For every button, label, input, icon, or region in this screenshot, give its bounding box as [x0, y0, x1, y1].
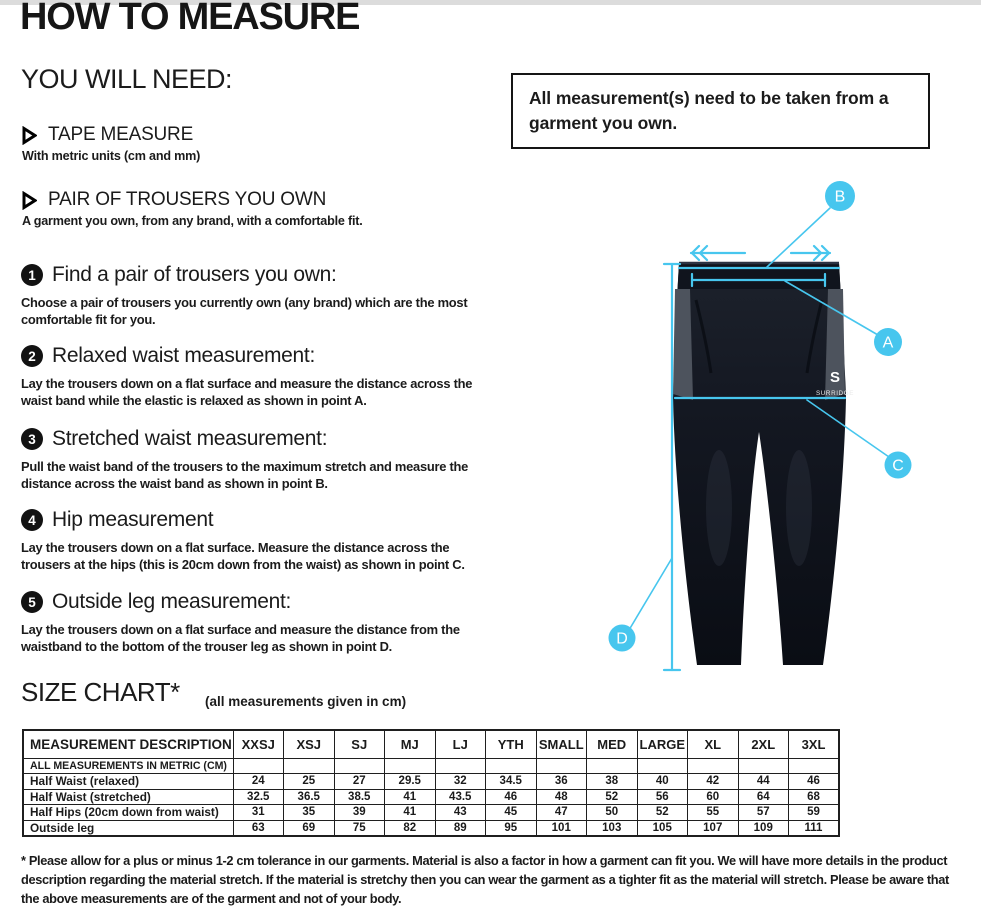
step-body: Choose a pair of trousers you currently own (any brand) which are the most comfortable fit for you.: [21, 295, 468, 327]
table-cell: [284, 759, 335, 774]
size-chart-subheading: (all measurements given in cm): [205, 694, 407, 709]
column-header: XL: [688, 730, 739, 759]
table-cell: 43: [435, 805, 486, 821]
step-3: [21, 427, 477, 492]
table-cell: 32.5: [233, 789, 284, 805]
step-number-badge: 3: [21, 428, 43, 450]
column-header: XXSJ: [233, 730, 284, 759]
trousers-silhouette: [673, 263, 846, 665]
step-number-badge: 2: [21, 345, 43, 367]
table-cell: 69: [284, 820, 335, 836]
table-cell: 36.5: [284, 789, 335, 805]
row-label: Half Waist (relaxed): [23, 774, 233, 790]
column-header: LJ: [435, 730, 486, 759]
step-1: [21, 263, 477, 328]
table-cell: 57: [738, 805, 789, 821]
table-cell: [587, 759, 638, 774]
step-number-badge: 4: [21, 509, 43, 531]
note-box: [511, 73, 930, 149]
waistband: [678, 263, 841, 289]
table-cell: [486, 759, 537, 774]
table-cell: 29.5: [385, 774, 436, 790]
marker-b-label: B: [834, 188, 846, 206]
table-cell: 50: [587, 805, 638, 821]
step-5: [21, 590, 477, 655]
marker-c-label: C: [892, 457, 904, 475]
column-header: LARGE: [637, 730, 688, 759]
need-item-description: A garment you own, from any brand, with a comfortable fit.: [22, 214, 363, 228]
table-cell: 56: [637, 789, 688, 805]
table-cell: 25: [284, 774, 335, 790]
table-cell: 48: [536, 789, 587, 805]
table-cell: 27: [334, 774, 385, 790]
brand-logo-text: SURRIDGE: [815, 390, 855, 397]
row-label: Half Waist (stretched): [23, 789, 233, 805]
need-item-label: TAPE MEASURE: [48, 124, 194, 145]
table-cell: 43.5: [435, 789, 486, 805]
step-body: Pull the waist band of the trousers to the maximum stretch and measure the distance across the waist band as shown in point B.: [21, 459, 469, 491]
table-cell: 32: [435, 774, 486, 790]
brand-logo-initial: S: [829, 369, 841, 386]
column-header: SMALL: [536, 730, 587, 759]
trousers-figure: [595, 168, 940, 680]
table-cell: [789, 759, 840, 774]
table-cell: 41: [385, 805, 436, 821]
play-triangle-icon: [22, 191, 37, 210]
step-body: Lay the trousers down on a flat surface and measure the distance across the waist band while the elastic is relaxed as shown in point A.: [21, 376, 473, 408]
table-cell: 41: [385, 789, 436, 805]
step-number-badge: 5: [21, 591, 43, 613]
row-label: Outside leg: [23, 820, 233, 836]
table-cell: 40: [637, 774, 688, 790]
metric-note: ALL MEASUREMENTS IN METRIC (CM): [23, 759, 233, 774]
step-heading: Hip measurement: [52, 508, 214, 531]
table-cell: 105: [637, 820, 688, 836]
metric-note-row: [23, 759, 839, 774]
need-item-description: With metric units (cm and mm): [22, 149, 201, 163]
column-header: MEASUREMENT DESCRIPTION: [23, 730, 233, 759]
table-cell: [385, 759, 436, 774]
table-cell: 107: [688, 820, 739, 836]
table-cell: 38: [587, 774, 638, 790]
leader-b: [767, 208, 830, 267]
table-cell: 52: [637, 805, 688, 821]
table-cell: 68: [789, 789, 840, 805]
row-label: Half Hips (20cm down from waist): [23, 805, 233, 821]
column-header: MJ: [385, 730, 436, 759]
table-cell: 89: [435, 820, 486, 836]
step-heading: Stretched waist measurement:: [52, 427, 328, 450]
table-cell: [637, 759, 688, 774]
table-cell: 42: [688, 774, 739, 790]
step-heading: Find a pair of trousers you own:: [52, 263, 337, 286]
step-4: [21, 508, 477, 573]
side-panel-left: [673, 289, 693, 400]
size-chart-table: [22, 729, 840, 837]
step-heading: Outside leg measurement:: [52, 590, 292, 613]
table-cell: 39: [334, 805, 385, 821]
table-cell: 31: [233, 805, 284, 821]
table-cell: 60: [688, 789, 739, 805]
table-cell: [233, 759, 284, 774]
table-cell: 45: [486, 805, 537, 821]
table-cell: 35: [284, 805, 335, 821]
table-cell: 109: [738, 820, 789, 836]
size-chart-heading: SIZE CHART*: [21, 677, 180, 707]
need-item-tape-measure: [22, 124, 492, 163]
table-cell: [536, 759, 587, 774]
table-cell: [688, 759, 739, 774]
need-item-label: PAIR OF TROUSERS YOU OWN: [48, 189, 327, 210]
tolerance-footnote: * Please allow for a plus or minus 1-2 cm tolerance in our garments. Material is also a factor in how a garment can fit you. We will have more details in the product description regarding the material stretch. If the material is stretchy then you can wear the garment as a tighter fit as the material will stretch. Please be aware that the above measurements are of the garment and not of your body.: [21, 853, 949, 906]
table-cell: 44: [738, 774, 789, 790]
knee-sheen-right: [786, 450, 812, 566]
marker-d-label: D: [616, 630, 628, 648]
column-header: 2XL: [738, 730, 789, 759]
marker-a-label: A: [882, 334, 894, 352]
table-cell: 36: [536, 774, 587, 790]
table-cell: 82: [385, 820, 436, 836]
column-header: MED: [587, 730, 638, 759]
table-row: [23, 820, 839, 836]
leader-d: [629, 558, 672, 630]
step-body: Lay the trousers down on a flat surface. Measure the distance across the trousers at the hips (this is 20cm down from the waist) as shown in point C.: [21, 540, 465, 572]
you-will-need-heading: YOU WILL NEED:: [21, 64, 233, 94]
table-cell: 38.5: [334, 789, 385, 805]
column-header: YTH: [486, 730, 537, 759]
table-cell: 55: [688, 805, 739, 821]
table-cell: 75: [334, 820, 385, 836]
need-item-trousers: [22, 189, 492, 228]
page-title: HOW TO MEASURE: [20, 0, 360, 38]
table-cell: 34.5: [486, 774, 537, 790]
table-cell: 24: [233, 774, 284, 790]
table-row: [23, 774, 839, 790]
table-row: [23, 789, 839, 805]
table-cell: 111: [789, 820, 840, 836]
table-cell: [435, 759, 486, 774]
table-cell: 63: [233, 820, 284, 836]
step-heading: Relaxed waist measurement:: [52, 344, 315, 367]
table-cell: 64: [738, 789, 789, 805]
play-triangle-icon: [22, 126, 37, 145]
table-cell: 103: [587, 820, 638, 836]
table-cell: 47: [536, 805, 587, 821]
table-cell: 52: [587, 789, 638, 805]
step-number-badge: 1: [21, 264, 43, 286]
step-body: Lay the trousers down on a flat surface and measure the distance from the waistband to the bottom of the trouser leg as shown in point D.: [21, 622, 460, 654]
table-header-row: [23, 730, 839, 759]
table-cell: 101: [536, 820, 587, 836]
table-cell: [334, 759, 385, 774]
note-text: All measurement(s) need to be taken from a garment you own.: [529, 88, 889, 133]
column-header: XSJ: [284, 730, 335, 759]
knee-sheen-left: [706, 450, 732, 566]
table-cell: 46: [486, 789, 537, 805]
table-cell: 59: [789, 805, 840, 821]
column-header: 3XL: [789, 730, 840, 759]
table-row: [23, 805, 839, 821]
column-header: SJ: [334, 730, 385, 759]
table-cell: 46: [789, 774, 840, 790]
table-cell: [738, 759, 789, 774]
step-2: [21, 344, 477, 409]
table-cell: 95: [486, 820, 537, 836]
